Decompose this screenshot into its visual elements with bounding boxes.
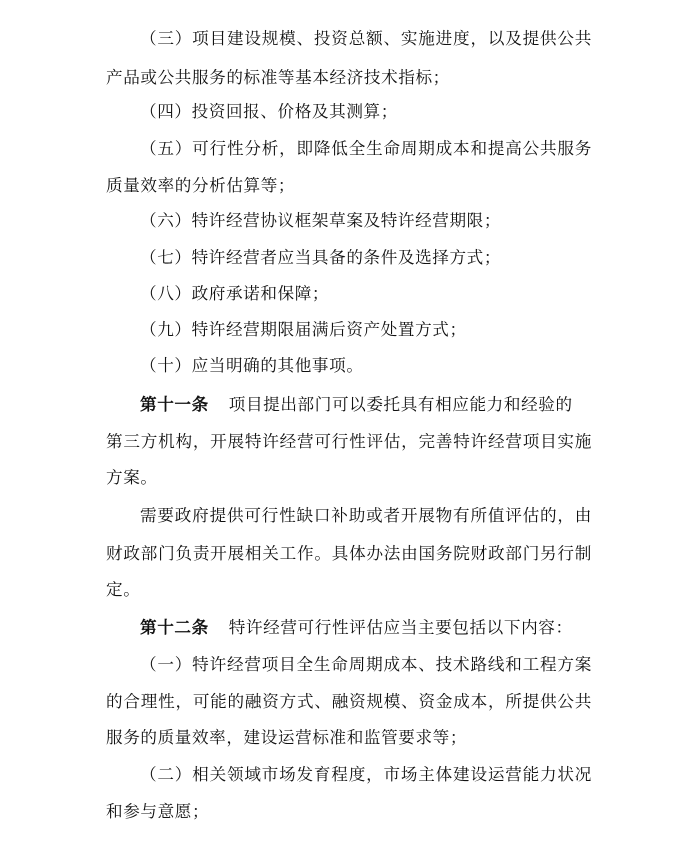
article-12-text: 特许经营可行性评估应当主要包括以下内容：: [228, 618, 573, 637]
article-12-line-1: [140, 615, 592, 641]
item-5-line-1: （五）可行性分析，即降低全生命周期成本和提高公共服务: [140, 139, 592, 158]
subsidy-para-line-2: 财政部门负责开展相关工作。具体办法由国务院财政部门另行制: [106, 544, 592, 563]
article-11-line-1: [140, 392, 592, 418]
item-5-line-2: 质量效率的分析估算等；: [106, 176, 296, 195]
item-6: （六）特许经营协议框架草案及特许经营期限；: [140, 211, 502, 230]
item-b2-line-2: 和参与意愿；: [106, 802, 210, 821]
item-4: （四）投资回报、价格及其测算；: [140, 102, 398, 121]
item-9: （九）特许经营期限届满后资产处置方式；: [140, 320, 467, 339]
article-11-line-3: 方案。: [106, 468, 158, 487]
item-b1-line-2: 的合理性，可能的融资方式、融资规模、资金成本，所提供公共: [106, 692, 592, 711]
item-3-line-1: （三）项目建设规模、投资总额、实施进度，以及提供公共: [140, 29, 592, 48]
article-11-heading: 第十一条: [140, 395, 209, 414]
item-10: （十）应当明确的其他事项。: [140, 356, 364, 375]
subsidy-para-line-1: 需要政府提供可行性缺口补助或者开展物有所值评估的，由: [140, 506, 592, 525]
article-11-text: 项目提出部门可以委托具有相应能力和经验的: [228, 395, 573, 414]
item-8: （八）政府承诺和保障；: [140, 284, 330, 303]
item-b2-line-1: （二）相关领域市场发育程度，市场主体建设运营能力状况: [140, 765, 592, 784]
item-b1-line-3: 服务的质量效率，建设运营标准和监管要求等；: [106, 728, 468, 747]
article-12-heading: 第十二条: [140, 618, 209, 637]
item-b1-line-1: （一）特许经营项目全生命周期成本、技术路线和工程方案: [140, 655, 592, 674]
article-11-line-2: 第三方机构，开展特许经营可行性评估，完善特许经营项目实施: [106, 432, 592, 451]
item-7: （七）特许经营者应当具备的条件及选择方式；: [140, 248, 502, 267]
item-3-line-2: 产品或公共服务的标准等基本经济技术指标；: [106, 68, 450, 87]
subsidy-para-line-3: 定。: [106, 580, 141, 599]
